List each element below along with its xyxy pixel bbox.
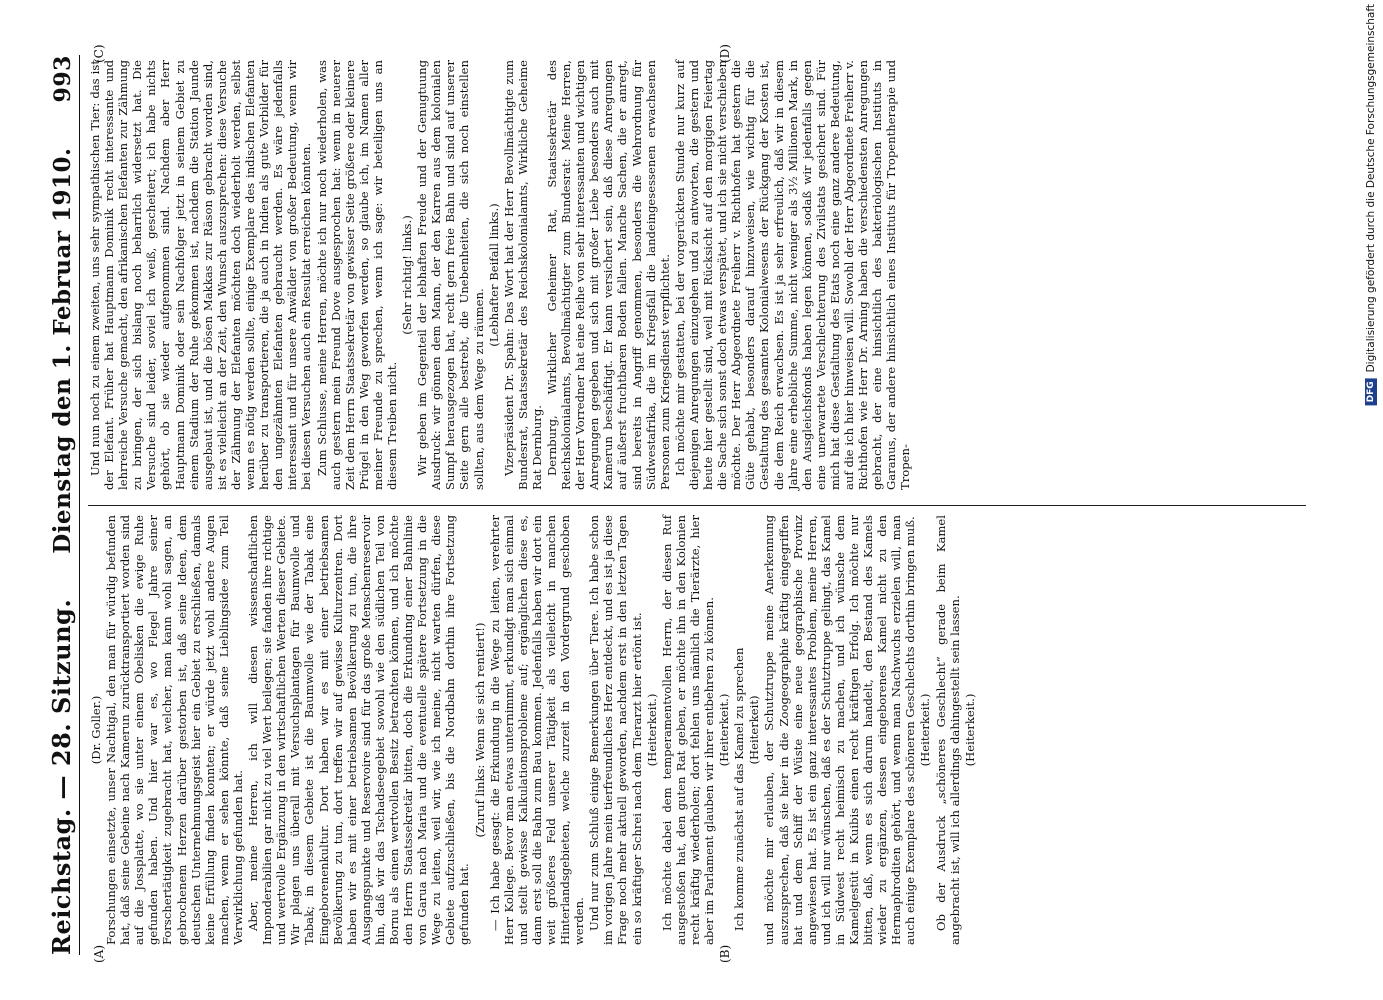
paragraph: Ob der Ausdruck „schöneres Geschlecht“ gerade beim Kamel angebracht ist, will ich allerdings dahingestellt sein lassen. <box>933 515 962 945</box>
column-divider <box>88 505 1306 506</box>
digitization-notice <box>1365 4 1377 405</box>
interjection: (Heiterkeit.) <box>918 693 933 767</box>
paragraph: Und nun noch zu einem zweiten, uns sehr sympathischen Tier: das ist der Elefant. Früher hat Hauptmann Dominik recht interessante und lehrreiche Versuche gemacht, den afrikanischen Elefanten zur Zähmung zu bringen, der sich bislang noch beharrlich widersetzt hat. Die Versuche sind leider, soviel ich weiß, gescheitert; ich habe nichts gehört, ob sie wieder aufgenommen sind. Nachdem aber Herr Hauptmann Dominik oder sein Nachfolger jetzt in seinem Gebiet zu einem Stadium der Ruhe gekommen ist, nachdem die Station Jaunde ausgebaut ist, und die bösen Makkas zur Räson gebracht worden sind, ist es vielleicht an der Zeit, den Wunsch auszusprechen: diese Versuche der Zähmung der Elefanten möchten doch wiederholt werden, selbst wenn es nötig werden sollte, einige Exemplare des indischen Elefanten herüber zu transportieren, die ja auch in Indien als gute Vorbilder für den ungezähmten Elefanten gebraucht werden. Es wäre jedenfalls interessant und für unsere Anwälder von großer Bedeutung, wenn wir bei diesen Versuchen auch ein Resultat erreichen könnten. <box>88 60 314 490</box>
margin-marker-c: (C) <box>92 44 106 63</box>
header-date: Dienstag den 1. Februar 1910. <box>49 147 76 554</box>
rotated-document-page <box>18 35 1328 975</box>
paragraph: Forschungen einsetzte, unser Nachtigal, den man für würdig befunden hat, daß seine Gebeine nach Kamerun zurücktransportiert worden sind auf die Jossplatte, wo sie unter einem Obelisken die ewige Ruhe gefunden haben. Und hier war es, wo Flegel Jahre seiner Forschertätigkeit zugebracht hat, welcher, man kann wohl sagen, an gebrochenem Herzen darüber gestorben ist, daß seine Ideen, dem deutschen Unternehmungsgeist hier ein Gebiet zu erschließen, damals keine Erfüllung finden konnten; er würde jetzt wohl andere Augen machen, wenn er sehen könnte, daß seine Lieblingsidee zum Teil Verwirklichung gefunden hat. <box>104 515 245 945</box>
interjection: (Heiterkeit.) <box>962 693 977 767</box>
paragraph: Ich komme zunächst auf das Kamel zu sprechen <box>732 647 747 931</box>
margin-marker-a: (A) <box>92 944 106 963</box>
paragraph: Aber, meine Herren, ich will diesen wissenschaftlichen Imponderabilien gar nicht zu viel Wert beilegen; sie fanden ihre richtige und wertvolle Ergänzung in den wirtschaftlichen Werten dieser Gebiete. Wir plagen uns überall mit Versuchsplantagen für Baumwolle und Tabak; in diesem Gebiete ist die Baumwolle wie der Tabak eine Eingeborenenkultur. Dort haben wir es mit einer betriebsamen Bevölkerung zu tun, dort treffen wir auf gewisse Kulturzentren. Dort haben wir es mit einer betriebsamen Bevölkerung zu tun, die ihre Ausgangspunkte und Reservoire sind für das große Menschenreservoir hin, daß wir das Tschadseegebiet sowohl wie den südlichen Teil von Bornu als einen wertvollen Besitz betrachten können, und ich möchte den Herrn Staatssekretär bitten, doch die Erkundung einer Bahnlinie von Garua nach Maria und die eventuelle spätere Fortsetzung in die Wege zu leiten, weil wir, wie ich meine, nicht warten dürfen, diese Gebiete aufzuschließen, bis die Nordbahn dorthin ihre Fortsetzung gefunden hat. <box>246 515 472 945</box>
margin-marker-d: (D) <box>718 44 732 63</box>
interjection: (Zuruf links: Wenn sie sich rentiert!) <box>472 622 487 838</box>
interjection: (Heiterkeit.) <box>644 693 659 767</box>
right-column <box>88 60 1308 490</box>
paragraph: Zum Schlusse, meine Herren, möchte ich nur noch wiederholen, was auch gestern mein Freund Dove ausgesprochen hat: wenn in neuerer Zeit dem Herrn Staatssekretär von gewisser Seite größere oder kleinere Prügel in den Weg geworfen werden, so glaube ich, im Namen aller meiner Freunde zu sprechen, wenn ich sage: wir beteiligen uns an diesem Treiben nicht. <box>314 60 399 490</box>
paragraph: Wir geben im Gegenteil der lebhaften Freude und der Genugtuung Ausdruck: wir gönnen dem Mann, der den Karren aus dem kolonialen Sumpf herausgezogen hat, recht gern freie Bahn und sind auf unserer Seite gern alle bestrebt, die Unebenheiten, die sich noch einstellen sollten, aus dem Wege zu räumen. <box>415 60 486 490</box>
paragraph: — Ich habe gesagt: die Erkundung in die Wege zu leiten, verehrter Herr Kollege. Bevor man etwas unternimmt, erkundigt man sich einmal und stellt gewisse Kalkulationsprobleme auf; ergänglichen diese es, dann erst soll die Bahn zum Bau kommen. Jedenfalls haben wir dort ein weit größeres Feld unserer Tätigkeit als vielleicht in manchen Hinterlandsgebieten, welche zurzeit in den Vordergrund geschoben werden. <box>487 515 587 945</box>
paragraph: Ich möchte dabei dem temperamentvollen Herrn, der diesen Ruf ausgestoßen hat, den guten Rat geben, er möchte ihn in den Kolonien recht kräftig wiederholen; dort fehlen uns nämlich die Tierärzte, hier aber im Parlament glauben wir ihrer entbehren zu können. <box>659 515 717 945</box>
paragraph: Vizepräsident Dr. Spahn: Das Wort hat der Herr Bevollmächtigte zum Bundesrat, Staatssekretär des Reichskolonialamts, Wirkliche Geheime Rat Dernburg. <box>501 60 544 490</box>
interjection: (Sehr richtig! links.) <box>400 215 415 335</box>
left-column <box>88 515 1308 945</box>
paragraph: Ich möchte mir gestatten, bei der vorgerückten Stunde nur kurz auf diejenigen Anregungen einzugehen und zu antworten, die gestern und heute hier gestellt sind, weil mit Rücksicht auf den morgigen Feiertag die Sache sich sonst doch etwas verspätet, und ich sie nicht verschieben möchte. Der Herr Abgeordnete Freiherr v. Richthofen hat gestern die Güte gehabt, besonders darauf hinzuweisen, wie wichtig für die Gestaltung des gesamten Kolonialwesens der Rückgang der Kosten ist, die dem Reich erwachsen. Es ist ja sehr erfreulich, daß wir in diesem Jahre eine erhebliche Summe, nicht weniger als 3½ Millionen Mark, in den Ausgleichsfonds haben legen können, sodaß wir jedenfalls gegen eine unerwartete Verschlechterung des Zivilstats gesichert sind. Für mich hat diese Gestaltung des Etats noch eine ganz andere Bedeutung, auf die ich hier hinweisen will. Sowohl der Herr Abgeordnete Freiherr v. Richthofen wie Herr Dr. Arning haben die verschiedensten Anregungen gebracht, der eine hinsichtlich des bakteriologischen Instituts in Garanus, der andere hinsichtlich eines Instituts für Tropentherapie und Tropen- <box>672 60 913 490</box>
interjection: (Lebhafter Beifall links.) <box>486 203 501 347</box>
dfg-logo: DFG <box>1365 378 1377 405</box>
paragraph: und möchte mir erlauben, der Schutztruppe meine Anerkennung auszusprechen, daß sie hier in die Zoogeographie kräftig eingegriffen hat und dem Schiff der Wüste eine neue geographische Provinz angewiesen hat. Es ist ein ganz interessantes Problem, meine Herren, und ich will nur wünschen, daß es der Schutztruppe gelingt, das Kamel in Südwest recht heimisch zu machen, und ich wünsche dem Kamelgestüt in Kuibis einen recht kräftigen Erfolg. Ich möchte nur bitten, daß, wenn es sich darum handelt, den Bestand des Kamels wieder zu ergänzen, dessen eingeborenes Kamel nicht zu den Hermaphroditen gehört, und wenn man Nachwuchs erzielen will, man auch einige Exemplare des schöneren Geschlechts dorthin bringen muß. <box>762 515 918 945</box>
speaker-tag: (Dr. Goller.) <box>89 695 103 765</box>
interjection: (Heiterkeit.) <box>717 693 732 767</box>
paragraph: Und nur zum Schluß einige Bemerkungen über Tiere. Ich habe schon im vorigen Jahre mein tierfreundliches Herz entdeckt, und es ist ja diese Frage noch mehr aktuell geworden, nachdem erst in den letzten Tagen ein so kräftiger Schrei nach dem Tierarzt hier ertönt ist. <box>587 515 644 945</box>
page-number: 993 <box>50 55 76 103</box>
page-header <box>36 55 80 955</box>
margin-marker-b: (B) <box>718 944 732 963</box>
digitization-text: Digitalisierung gefördert durch die Deutsche Forschungsgemeinschaft <box>1365 4 1377 373</box>
paragraph: Dernburg, Wirklicher Geheimer Rat, Staatssekretär des Reichskolonialamts, Bevollmächtigter zum Bundesrat: Meine Herren, der Herr Vorredner hat eine Reihe von sehr interessanten und wichtigen Anregungen gegeben und sich mit großer Liebe besonders auch mit Kamerun beschäftigt. Er kann versichert sein, daß diese Anregungen auf äußerst fruchtbaren Boden fallen. Manche Sachen, die er anregt, sind bereits in Angriff genommen, besonders die Wehrordnung für Südwestafrika, die im Kriegsfall die landeingesessenen erwachsenen Personen zum Kriegsdienst verpflichtet. <box>545 60 672 490</box>
interjection: (Heiterkeit) <box>747 695 762 765</box>
header-left: Reichstag. — 28. Sitzung. <box>47 598 76 955</box>
